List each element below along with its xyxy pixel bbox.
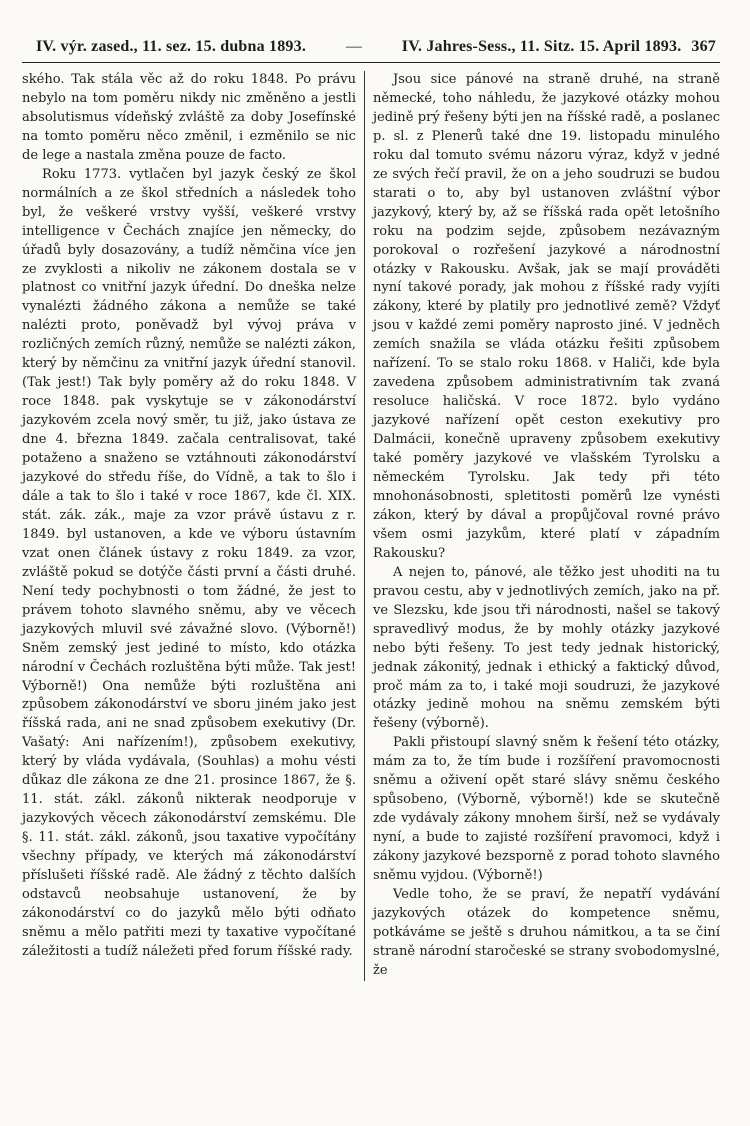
text-columns — [22, 71, 720, 981]
left-paragraph-1: ského. Tak stála věc až do roku 1848. Po právu nebylo na tom poměru nikdy nic změněno a jestli absolutismus vídeňský zvláště za doby Josefínské na tomto poměru něco změnil, i ezměnilo se nic de lege a nastala změna pouze de facto. — [22, 72, 356, 163]
right-paragraph-1: Jsou sice pánové na straně druhé, na straně německé, toho náhledu, že jazykové otázky mohou jedině prý řešeny býti jen na říšské radě, a poslanec p. sl. z Plenerů také dne 19. listopadu minulého roku dal tomuto svému názoru výraz, když v jedné ze svých řečí pravil, že on a jeho soudruzi se budou starati o to, aby byl ustanoven zvláštní výbor jazykový, který by, až se říšská rada opět letošního roku na podzim sejde, způsobem nezávazným porokoval o rozřešení jazykové a národnostní otázky v Rakousku. Avšak, jak se mají prováděti nyní takové porady, jak mohou z říšské rady vyjíti zákony, které by platily pro jednotlivé země? Vždyť jsou v každé zemi poměry naprosto jiné. V jedněch zemích snažila se vláda otázku řešiti způsobem nařízení. To se stalo roku 1868. v Haliči, kde byla zavedena způsobem administrativním tak zvaná resoluce haličská. V roce 1872. bylo vydáno jazykové nařízení opět ceston exekutivy pro Dalmácii, konečně upraveny způsobem exekutivy také poměry jazykové ve vlašském Tyrolsku a německém Tyrolsku. Jak tedy při této mnohonásobnosti, spletitosti poměrů lze vynésti zákon, který by dával a propůjčoval rovné právo všem osmi jazykům, které platí v západním Rakousku? — [373, 72, 720, 561]
header-german-text: IV. Jahres-Sess., 11. Sitz. 15. April 1893. — [401, 38, 682, 55]
right-column — [364, 71, 720, 981]
left-column — [22, 71, 364, 981]
right-paragraph-4: Vedle toho, že se praví, že nepatří vydávání jazykových otázek do kompetence sněmu, potkáváme se ještě s druhou námitkou, a ta se činí straně národní staročeské se strany svobodomyslné, že — [373, 886, 720, 978]
right-paragraph-2: A nejen to, pánové, ale těžko jest uhoditi na tu pravou cestu, aby v jednotlivých zemích, jako na př. ve Slezsku, kde jsou tři národnosti, našel se takový spravedlivý modus, že by mohly otázky jazykové nebo býti řešeny. To jest tedy jednak historický, jednak zákonitý, jednak i ethický a faktický důvod, proč mám za to, i také moji soudruzi, že jazykové otázky jedině mohou na sněmu zemském býti řešeny (výborně). — [373, 564, 720, 732]
left-paragraph-2: Roku 1773. vytlačen byl jazyk český ze škol normálních a ze škol středních a následek toho byl, že veškeré vrstvy vyšší, veškeré vrstvy intelligence v Čechách znajíce jen německy, do úřadů byly dosazovány, a tudíž němčina více jen ze zvyklosti a nikoliv ne zákonem dostala se v platnost co vnitřní jazyk úřední. Do dneška nelze vynalézti žádného zákona a nemůže se také nalézti proto, poněvadž byl vývoj práva v rozličných zemích různý, nemůže se nalézti zákon, který by němčinu za vnitřní jazyk úřední stanovil. (Tak jest!) Tak byly poměry až do roku 1848. V roce 1848. pak vyskytuje se v zákonodárství jazykovém zcela nový směr, tu již, jako ústava ze dne 4. března 1849. začala centralisovat, také potaženo a snaženo se vztáhnouti zákonodárství jazykové do středu říše, do Vídně, a tak to šlo i dále a tak to šlo i také v roce 1867, kde čl. XIX. stát. zák. zák., maje za vzor právě ústavu z r. 1849. byl ustanoven, a kde ve výboru ústavním vzat onen článek ústavy z roku 1849. za vzor, zvláště pokud se dotýče části první a části druhé. Není tedy pochybnosti o tom žádné, že jest to právem tohoto slavného sněmu, aby ve věcech jazykových mluvil své závažné slovo. (Výborně!) Sněm zemský jest jediné to místo, kdo otázka národní v Čechách rozluštěna býti může. Tak jest! Výborně!) Ona nemůže býti rozluštěna ani způsobem zákonodárství ve sboru jiném jako jest říšská rada, ani ne snad způsobem exekutivy (Dr. Vašatý: Ani nařízením!), způsobem exekutivy, který by vláda vydávala, (Souhlas) a mohu vésti důkaz dle zákona ze dne 21. prosince 1867, že §. 11. stát. zákl. zákonů nikterak neodporuje v jazykových věcech zákonodárství zemskému. Dle §. 11. stát. zákl. zákonů, jsou taxative vypočítány všechny případy, ve kterých má zákonodárství příslušeti říšské radě. Ale žádný z těchto dalších odstavců neobsahuje ustanovení, že by zákonodárství co do jazyků mělo býti odňato sněmu a mělo patřiti mezi ty taxative vypočítané záležitosti a tudíž náležeti před forum říšské rady. — [22, 166, 356, 959]
header-german — [402, 38, 716, 56]
running-header — [22, 38, 720, 63]
header-dash: — — [345, 38, 363, 55]
right-paragraph-3: Pakli přistoupí slavný sněm k řešení této otázky, mám za to, že tím bude i rozšíření pravomocnosti sněmu a oživení opět staré slávy sněmu českého spůsobeno, (Výborně, výborně!) kde se skutečně zde vydávaly zákony mnohem širší, než se vydávaly nyní, a bude to zajisté rozšíření pravomoci, když i zákony jazykové bezsporně z porad tohoto slavného sněmu vyjdou. (Výborně!) — [373, 735, 720, 884]
page-number: 367 — [691, 38, 716, 55]
header-czech: IV. výr. zased., 11. sez. 15. dubna 1893. — [36, 38, 307, 55]
